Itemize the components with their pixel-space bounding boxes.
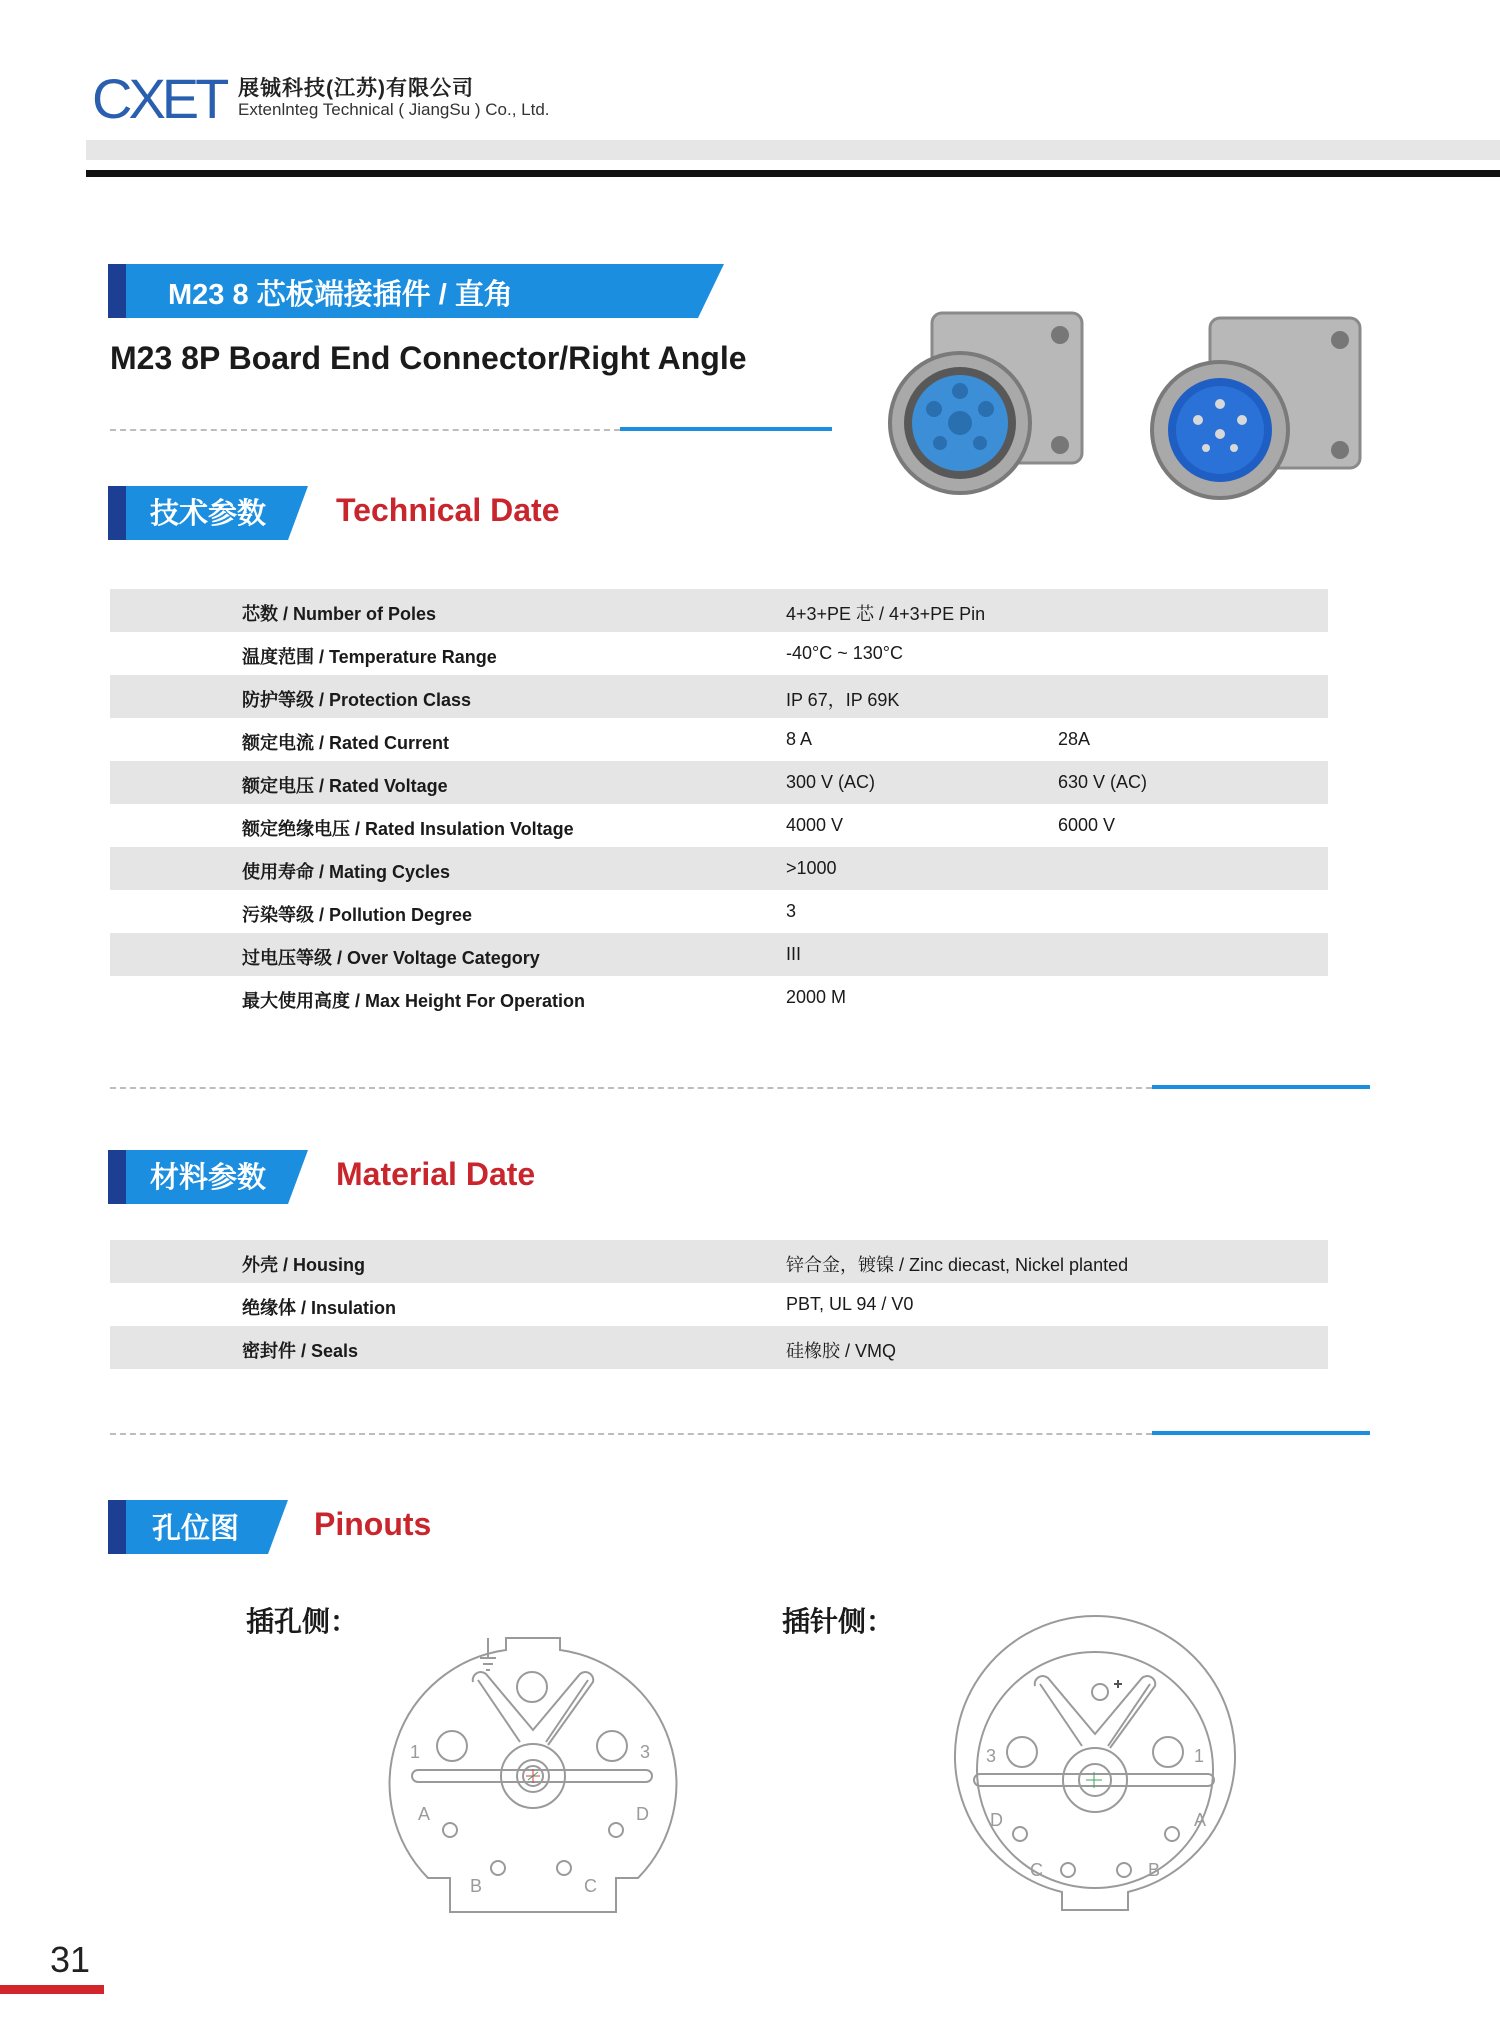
table-row [110,890,1328,933]
pin-side-label: 插针侧： [782,1606,895,1637]
material-table [110,1240,1328,1369]
table-row [110,718,1328,761]
connector-pin-photo [1140,312,1370,512]
row-value: IP 67，IP 69K [786,690,900,710]
table-row [110,1326,1328,1369]
row-value: PBT, UL 94 / V0 [786,1294,914,1314]
row-value: III [786,944,802,964]
technical-table [110,589,1328,1019]
row-label: 外壳 / Housing [242,1255,365,1275]
socket-mark-c: C [584,1876,597,1896]
page-number: 31 [50,1939,91,1980]
row-value-2: 28A [1058,729,1091,749]
socket-mark-1: 1 [410,1742,421,1762]
row-label: 防护等级 / Protection Class [242,690,472,710]
technical-tab-label: 技术参数 [150,498,267,530]
divider-accent [1152,1085,1370,1089]
socket-mark-3: 3 [640,1742,651,1762]
socket-mark-d: D [636,1804,649,1824]
divider-accent [1152,1431,1370,1435]
divider-dashed [110,429,620,431]
material-heading: Material Date [336,1156,536,1192]
table-row [110,589,1328,632]
row-value-2: 630 V (AC) [1058,772,1148,792]
row-value: -40°C ~ 130°C [786,643,903,663]
divider-accent [620,427,832,431]
table-row [110,804,1328,847]
divider-dashed [110,1433,1152,1435]
header-rule [86,170,1500,177]
socket-side-label: 插孔侧： [246,1606,359,1637]
technical-heading: Technical Date [336,492,560,528]
socket-mark-a: A [418,1804,431,1824]
row-label: 额定电压 / Rated Voltage [242,776,448,796]
table-row [110,761,1328,804]
table-row [110,632,1328,675]
table-row [110,933,1328,976]
pinouts-heading: Pinouts [314,1506,432,1542]
row-value: 8 A [786,729,813,749]
company-name-en: Extenlnteg Technical ( JiangSu ) Co., Ltd. [238,100,550,119]
row-value-2: 6000 V [1058,815,1116,835]
row-value: 3 [786,901,797,921]
row-label: 使用寿命 / Mating Cycles [242,862,451,882]
row-value: 4+3+PE 芯 / 4+3+PE Pin [786,604,986,624]
row-label: 芯数 / Number of Poles [242,604,437,624]
pinouts-tab-label: 孔位图 [152,1513,240,1545]
pin-mark-3: 3 [986,1746,997,1766]
table-row [110,1283,1328,1326]
product-banner-title: M23 8 芯板端接插件 / 直角 [168,279,513,311]
pin-mark-d: D [990,1810,1003,1830]
divider-dashed [110,1087,1152,1089]
company-logo [92,66,226,130]
row-label: 污染等级 / Pollution Degree [242,905,473,925]
company-name-cn: 展铖科技(江苏)有限公司 [238,77,474,100]
pin-mark-b: B [1148,1860,1161,1880]
row-label: 绝缘体 / Insulation [242,1298,397,1318]
row-value: 锌合金，镀镍 / Zinc diecast, Nickel planted [786,1255,1129,1275]
row-value: >1000 [786,858,837,878]
row-label: 密封件 / Seals [242,1341,359,1361]
pin-mark-a: A [1194,1810,1207,1830]
socket-pinout-diagram [388,1630,678,1920]
row-value: 2000 M [786,987,847,1007]
table-row [110,976,1328,1019]
material-tab-label: 材料参数 [150,1162,267,1194]
row-label: 最大使用高度 / Max Height For Operation [242,991,586,1011]
row-value: 4000 V [786,815,844,835]
row-label: 额定绝缘电压 / Rated Insulation Voltage [242,819,574,839]
pin-mark-1: 1 [1194,1746,1205,1766]
page-number-bar [0,1985,104,1994]
pin-pinout-diagram [950,1630,1240,1920]
row-label: 温度范围 / Temperature Range [242,647,497,667]
product-title: M23 8P Board End Connector/Right Angle [110,340,747,376]
pin-mark-c: C [1030,1860,1043,1880]
row-value: 300 V (AC) [786,772,876,792]
logo-text: CXET [92,67,226,130]
header-band [86,140,1500,160]
table-row [110,847,1328,890]
row-label: 额定电流 / Rated Current [242,733,450,753]
table-row [110,675,1328,718]
row-label: 过电压等级 / Over Voltage Category [242,948,540,968]
row-value: 硅橡胶 / VMQ [786,1341,897,1361]
connector-socket-photo [870,305,1090,505]
table-row [110,1240,1328,1283]
socket-mark-b: B [470,1876,483,1896]
